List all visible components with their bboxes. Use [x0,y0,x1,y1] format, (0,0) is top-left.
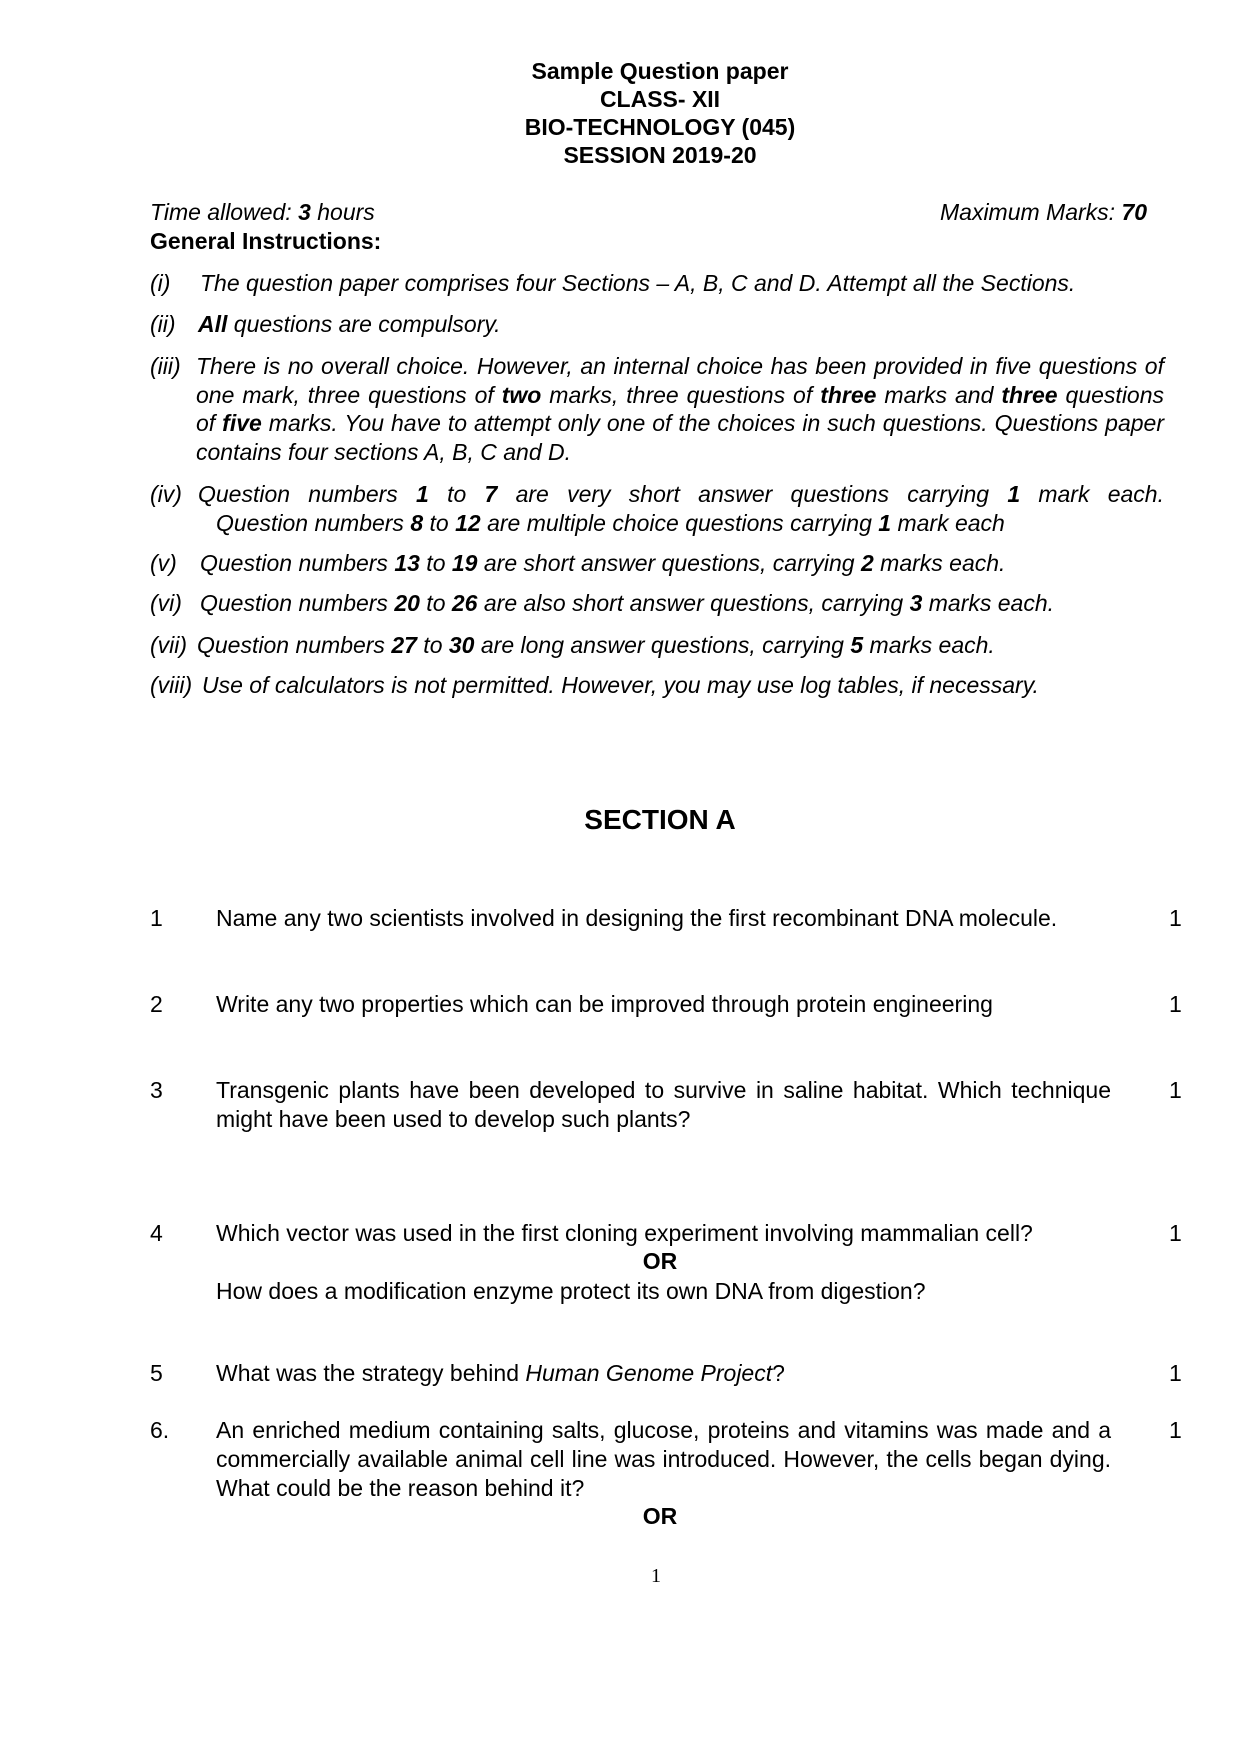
instruction-i: (i) The question paper comprises four Sections – A, B, C and D. Attempt all the Sections. [150,270,1076,296]
question-marks: 1 [1169,1417,1182,1443]
question-number: 4 [150,1220,163,1246]
question-marks: 1 [1169,1077,1182,1103]
question-number: 5 [150,1360,163,1386]
paper-title: Sample Question paper [531,58,789,84]
question-text: Transgenic plants have been developed to survive in saline habitat. Which technique might have been used to develop such plants? [216,1077,1111,1132]
general-instructions-title: General Instructions: [150,228,382,254]
page-number: 1 [651,1565,661,1587]
question-text: An enriched medium containing salts, glucose, proteins and vitamins was made and a commercially available animal cell line was introduced. However, the cells began dying. What could be the reason behind it? [216,1417,1111,1501]
question-text: Name any two scientists involved in designing the first recombinant DNA molecule. [216,905,1058,931]
instruction-iv: (iv) Question numbers 1 to 7 are very short answer questions carrying 1 mark each. Question numbers 8 to 12 are multiple choice questions carrying 1 mark each [150,481,1164,536]
instruction-ii: (ii) All questions are compulsory. [150,311,501,337]
question-number: 1 [150,905,163,931]
question-text: Write any two properties which can be improved through protein engineering [216,991,993,1017]
instruction-v: (v) Question numbers 13 to 19 are short answer questions, carrying 2 marks each. [150,550,1006,576]
question-marks: 1 [1169,1220,1182,1246]
instruction-vii: (vii) Question numbers 27 to 30 are long answer questions, carrying 5 marks each. [150,632,995,658]
question-marks: 1 [1169,991,1182,1017]
question-number: 6. [150,1417,170,1443]
subject-label: BIO-TECHNOLOGY (045) [524,114,796,140]
instruction-vi: (vi) Question numbers 20 to 26 are also short answer questions, carrying 3 marks each. [150,590,1055,616]
section-a-heading: SECTION A [584,804,736,835]
question-number: 2 [150,991,163,1017]
question-marks: 1 [1169,1360,1182,1386]
question-marks: 1 [1169,905,1182,931]
question-number: 3 [150,1077,163,1103]
question-text: Which vector was used in the first cloning experiment involving mammalian cell? [216,1220,1033,1246]
or-divider: OR [642,1248,678,1274]
class-label: CLASS- XII [599,86,721,112]
or-divider: OR [642,1503,678,1529]
maximum-marks: Maximum Marks: 70 [940,199,1148,225]
question-text: How does a modification enzyme protect its own DNA from digestion? [216,1278,926,1304]
instruction-iii: (iii) There is no overall choice. However, an internal choice has been provided in five questions of one mark, three questions of two marks, three questions of three marks and three questions of five marks. You have to attempt only one of the choices in such questions. Questions paper contains four sections A, B, C and D. [150,353,1165,465]
session-label: SESSION 2019-20 [563,142,757,168]
question-text: What was the strategy behind Human Genome Project? [216,1360,785,1386]
time-allowed: Time allowed: 3 hours [150,199,375,225]
instruction-viii: (viii) Use of calculators is not permitted. However, you may use log tables, if necessary. [150,672,1039,698]
